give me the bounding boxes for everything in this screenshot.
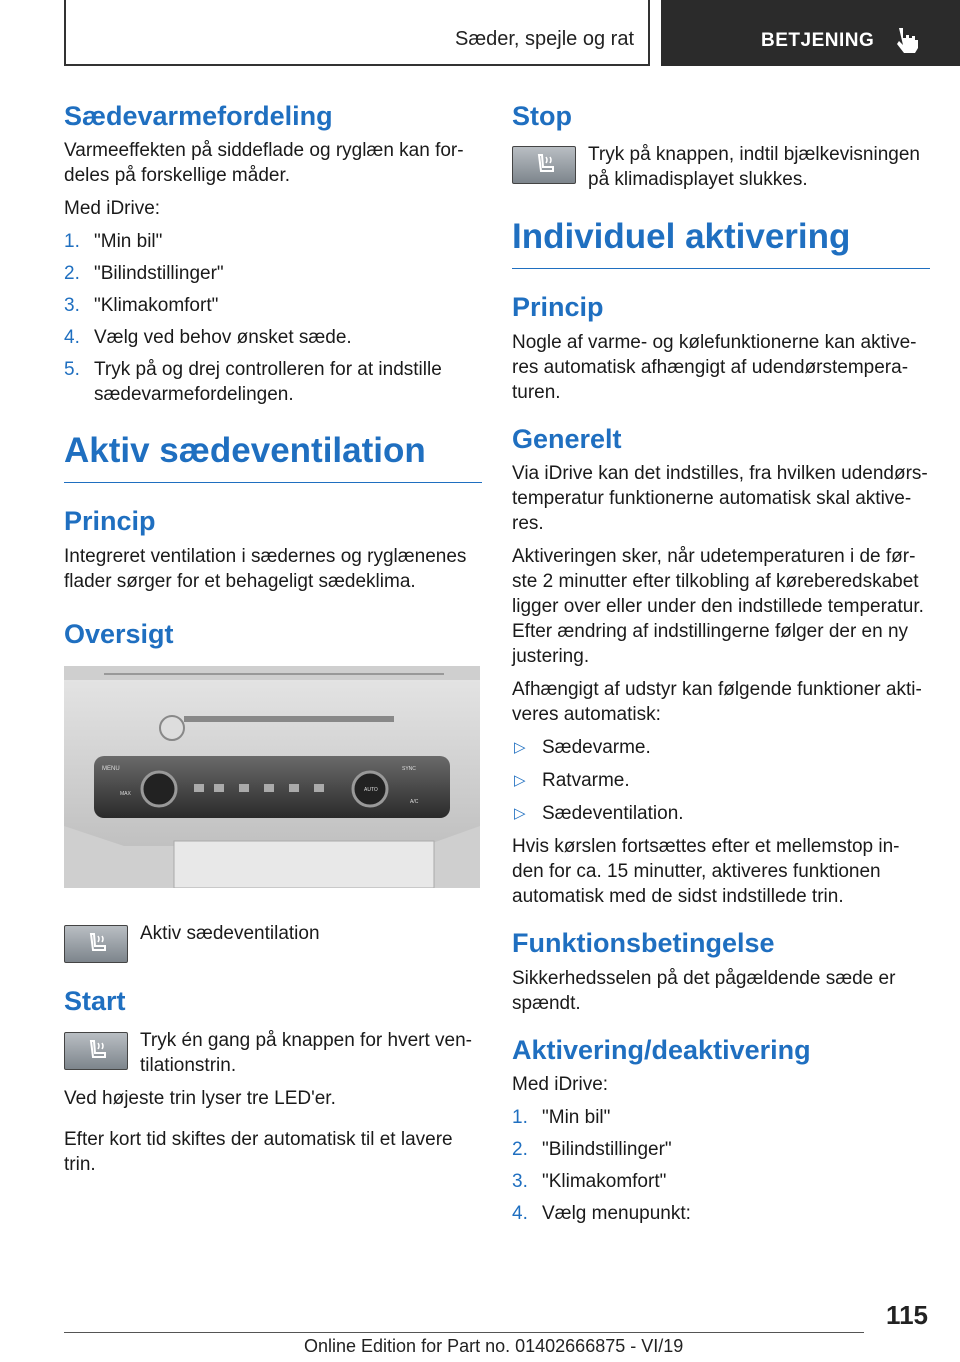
step-text: Vælg ved behov ønsket sæde.: [94, 327, 352, 349]
paragraph-med-idrive: Med iDrive:: [512, 1073, 609, 1095]
step-text: Vælg menupunkt:: [542, 1202, 691, 1224]
bullet-list: [512, 735, 930, 826]
bullet-marker: ▷: [514, 772, 526, 790]
paragraph-start: Tryk én gang på knappen for hvert ven-tilationstrin.: [140, 1029, 472, 1076]
paragraph-funktionsbetingelse: Sikkerhedsselen på det pågældende sæde er spændt.: [512, 967, 896, 1014]
step-number: 1.: [512, 1106, 528, 1128]
paragraph-koersel: Hvis kørslen fortsættes efter et mellemstop in-den for ca. 15 minutter, aktiveres funktionen automatisk med de sidst indstillede trin.: [512, 836, 900, 908]
photo-label: SYNC: [402, 766, 416, 773]
list-item: [512, 1137, 930, 1162]
step-text: Tryk på og drej controlleren for at indstille sædevarmefordelingen.: [94, 359, 442, 406]
step-number: 4.: [64, 327, 80, 349]
heading-aktivering-deaktivering: Aktivering/deaktivering: [512, 1034, 811, 1065]
left-column: [64, 100, 482, 1185]
photo-label: MENU: [102, 766, 120, 773]
list-item: [512, 1169, 930, 1194]
paragraph-generelt-2: Aktiveringen sker, når udetemperaturen i de før-ste 2 minutter efter tilkobling af køreberedskabet ligger over eller under den indstillede temperatur. Efter ændring af indstillingerne følger der en ny justering.: [512, 546, 924, 668]
paragraph-stop: Tryk på knappen, indtil bjælkevisningen på klimadisplayet slukkes.: [588, 144, 920, 191]
paragraph-efter: Efter kort tid skiftes der automatisk til et lavere trin.: [64, 1128, 453, 1175]
step-text: "Klimakomfort": [542, 1170, 667, 1192]
chapter-title: BETJENING: [761, 30, 875, 51]
climate-panel-photo: [64, 666, 480, 888]
paragraph-varmeeffekten: Varmeeffekten på siddeflade og ryglæn kan for-deles på forskellige måder.: [64, 140, 464, 187]
step-text: "Klimakomfort": [94, 295, 219, 317]
step-number: 4.: [512, 1202, 528, 1224]
pointing-hand-icon: [893, 26, 923, 54]
step-text: "Min bil": [94, 231, 163, 253]
heading-oversigt: Oversigt: [64, 618, 174, 649]
paragraph-led: Ved højeste trin lyser tre LED'er.: [64, 1087, 336, 1109]
list-item: [64, 325, 482, 350]
caption-text: Aktiv sædeventilation: [140, 923, 320, 945]
step-number: 2.: [512, 1138, 528, 1160]
edition-note: Online Edition for Part no. 01402666875 - VI/19: [304, 1336, 684, 1356]
list-item: [512, 768, 930, 793]
list-item: [512, 801, 930, 826]
paragraph-med-idrive: Med iDrive:: [64, 198, 161, 220]
heading-stop: Stop: [512, 101, 572, 131]
heading-aktiv-saedeventilation: Aktiv sædeventilation: [64, 430, 482, 483]
list-item: [512, 1201, 930, 1226]
right-column: [512, 100, 930, 1233]
heading-funktionsbetingelse: Funktionsbetingelse: [512, 928, 775, 959]
paragraph-princip: Nogle af varme- og kølefunktionerne kan aktive-res automatisk afhængigt af udendørstempera-turen.: [512, 331, 917, 403]
bullet-text: Sædevarme.: [542, 737, 651, 759]
step-number: 3.: [512, 1170, 528, 1192]
paragraph-princip: Integreret ventilation i sædernes og ryglænenes flader sørger for et behageligt sædeklima.: [64, 545, 467, 592]
list-item: [64, 261, 482, 286]
step-number: 1.: [64, 231, 80, 253]
list-item: [64, 229, 482, 254]
heading-individuel-aktivering: Individuel aktivering: [512, 216, 930, 269]
bullet-text: Ratvarme.: [542, 770, 630, 792]
photo-label: A/C: [410, 799, 419, 806]
heading-saedevarmefordeling: Sædevarmefordeling: [64, 101, 333, 131]
footer-divider: [64, 1332, 864, 1333]
caption-row: [64, 921, 482, 961]
step-number: 2.: [64, 263, 80, 285]
seat-ventilation-button-icon: [64, 1032, 128, 1070]
steps-list: [512, 1105, 930, 1226]
seat-ventilation-button-icon: [64, 925, 128, 963]
paragraph-generelt-1: Via iDrive kan det indstilles, fra hvilken udendørs-temperatur funktionerne automatisk skal aktive-res.: [512, 463, 928, 535]
paragraph-generelt-3: Afhængigt af udstyr kan følgende funktioner akti-veres automatisk:: [512, 679, 922, 726]
list-item: [64, 357, 482, 407]
step-number: 3.: [64, 295, 80, 317]
section-tab: [64, 0, 650, 66]
step-text: "Min bil": [542, 1106, 611, 1128]
page-header: [0, 0, 960, 66]
heading-generelt: Generelt: [512, 423, 622, 454]
heading-princip: Princip: [512, 292, 604, 323]
chapter-tab: [661, 0, 960, 66]
list-item: [64, 293, 482, 318]
heading-princip: Princip: [64, 506, 156, 537]
bullet-marker: ▷: [514, 805, 526, 823]
stop-row: [512, 142, 930, 192]
step-text: "Bilindstillinger": [94, 263, 224, 285]
section-title: Sæder, spejle og rat: [455, 28, 634, 50]
list-item: [512, 1105, 930, 1130]
bullet-marker: ▷: [514, 739, 526, 757]
page-number: 115: [886, 1300, 928, 1330]
seat-ventilation-button-icon: [512, 146, 576, 184]
heading-start: Start: [64, 986, 126, 1017]
step-text: "Bilindstillinger": [542, 1138, 672, 1160]
start-row: [64, 1028, 482, 1078]
list-item: [512, 735, 930, 760]
bullet-text: Sædeventilation.: [542, 803, 684, 825]
photo-label: AUTO: [364, 787, 378, 794]
steps-list: [64, 229, 482, 407]
step-number: 5.: [64, 359, 80, 381]
photo-label: MAX: [120, 791, 131, 798]
